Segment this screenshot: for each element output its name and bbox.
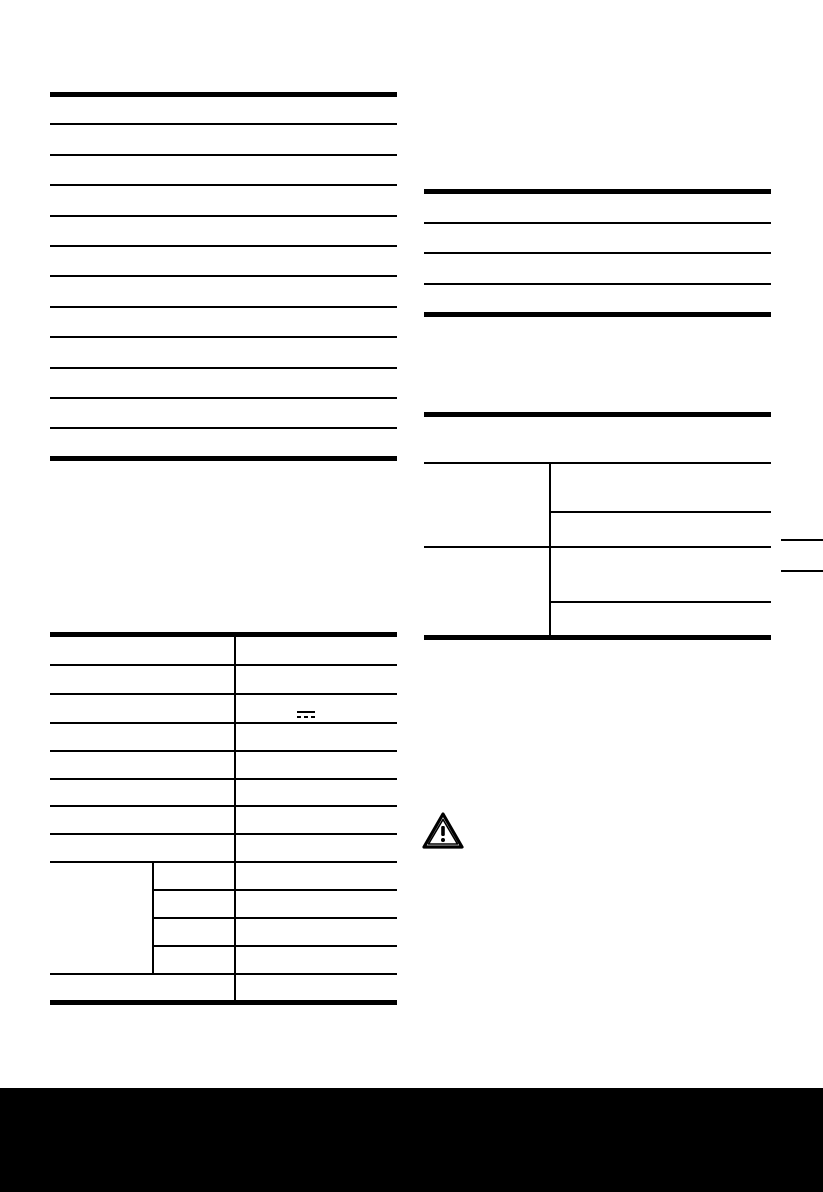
table-row xyxy=(50,427,397,429)
warning-triangle-icon xyxy=(421,811,465,851)
table-row xyxy=(50,861,397,863)
table-bottom-rule xyxy=(50,1000,397,1005)
table-bottom-rule xyxy=(424,312,771,317)
table-row xyxy=(153,917,397,919)
table-row xyxy=(153,889,397,891)
table-bottom-rule xyxy=(424,635,771,640)
table-bottom-rule xyxy=(50,456,397,461)
table-row xyxy=(550,511,771,513)
table-row xyxy=(50,778,397,780)
table-row xyxy=(50,664,397,666)
column-divider xyxy=(234,637,236,1000)
direct-current-icon xyxy=(297,711,315,719)
column-divider xyxy=(549,463,551,637)
table-row xyxy=(50,367,397,369)
table-row xyxy=(50,215,397,217)
table-row xyxy=(424,252,771,254)
table-row xyxy=(424,462,771,464)
table-row xyxy=(50,245,397,247)
table-row xyxy=(50,397,397,399)
table-row xyxy=(50,123,397,125)
table-row xyxy=(50,805,397,807)
table-row xyxy=(50,306,397,308)
table-row xyxy=(424,283,771,285)
table-row xyxy=(424,546,771,548)
table-row xyxy=(50,722,397,724)
footer-band xyxy=(0,1088,823,1192)
table-top-rule xyxy=(424,189,771,194)
table-top-rule xyxy=(50,632,397,637)
table-row xyxy=(153,945,397,947)
table-row xyxy=(50,750,397,752)
table-row xyxy=(550,601,771,603)
table-row xyxy=(50,973,397,975)
side-tab-mark xyxy=(781,570,823,572)
table-row xyxy=(50,336,397,338)
table-row xyxy=(50,275,397,277)
table-row xyxy=(424,222,771,224)
table-row xyxy=(50,184,397,186)
table-row xyxy=(50,154,397,156)
table-top-rule xyxy=(50,92,397,97)
table-top-rule xyxy=(424,412,771,417)
side-tab-mark xyxy=(781,539,823,541)
table-row xyxy=(50,833,397,835)
table-row xyxy=(50,693,397,695)
column-divider xyxy=(152,861,154,974)
